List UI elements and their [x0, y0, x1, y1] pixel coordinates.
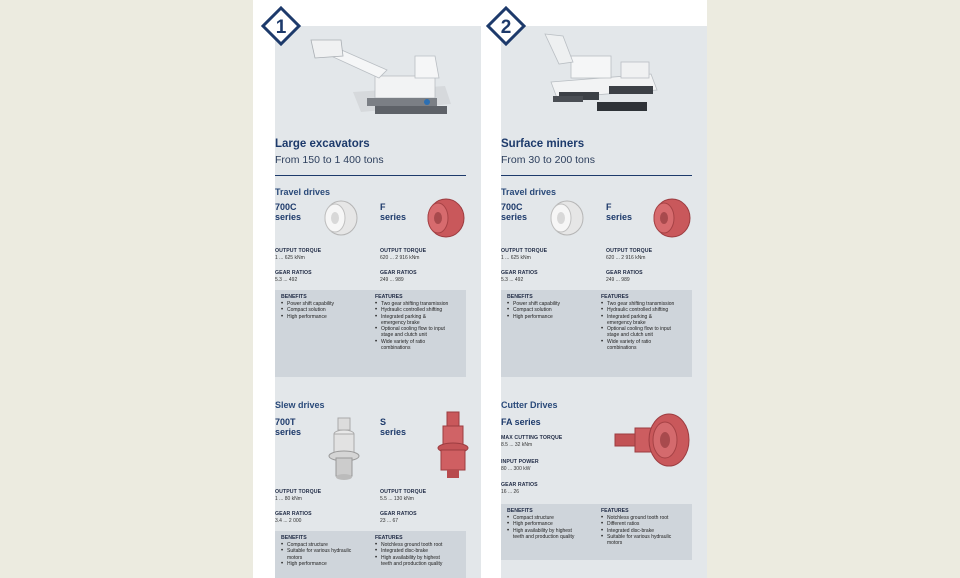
gear-700c-image — [541, 198, 587, 238]
benefits-features-box — [275, 531, 466, 578]
list-item: • Suitable for various hydraulic — [281, 548, 373, 554]
list-item: teeth and production quality — [381, 560, 443, 567]
badge-number: 1 — [275, 17, 287, 38]
benefits-list — [507, 515, 599, 540]
column-large-excavators — [275, 26, 481, 578]
list-item: • Wide variety of ratio — [601, 339, 691, 345]
series-name-s: S series — [380, 417, 407, 437]
gear-700c-image — [315, 198, 361, 238]
list-item: combinations — [381, 345, 411, 352]
badge-number: 2 — [500, 17, 512, 38]
list-item: • Two gear shifting transmission — [601, 301, 691, 307]
list-item: • Integrated disc-brake — [375, 548, 465, 554]
list-item: emergency brake — [607, 319, 646, 326]
spec-value: 8.5 ... 32 kNm — [501, 442, 533, 448]
benefits-heading: BENEFITS — [281, 535, 307, 541]
spec-value: 620 ... 2 916 kNm — [380, 255, 420, 261]
list-item: • Power shift capability — [281, 301, 373, 307]
gear-fa-image — [611, 408, 695, 470]
spec-value: 80 ... 300 kW — [501, 466, 531, 472]
spec-value: 16 ... 26 — [501, 489, 520, 495]
surface-miner-illustration — [501, 26, 707, 136]
features-list — [601, 301, 691, 351]
spec-label: OUTPUT TORQUE — [275, 489, 322, 495]
spec-label: OUTPUT TORQUE — [380, 248, 427, 254]
number-badge-2 — [486, 6, 526, 46]
list-item: teeth and production quality — [513, 533, 575, 540]
spec-label: GEAR RATIOS — [501, 482, 538, 488]
features-heading: FEATURES — [375, 535, 403, 541]
benefits-list — [507, 301, 599, 320]
features-list — [375, 542, 465, 567]
spec-label: GEAR RATIOS — [275, 511, 312, 517]
section-heading-slew-drives: Slew drives — [275, 400, 325, 410]
list-item: emergency brake — [381, 319, 420, 326]
series-name-f: F series — [606, 202, 633, 222]
divider — [275, 175, 466, 176]
list-item: • High performance — [281, 561, 373, 567]
features-heading: FEATURES — [601, 508, 629, 514]
list-item: • High availability by highest — [375, 555, 465, 561]
column-surface-miners — [501, 26, 707, 578]
list-item: • Different ratios — [601, 521, 691, 527]
list-item: • Optional cooling flow to input — [375, 326, 465, 332]
benefits-list — [281, 301, 373, 320]
series-name-700t: 700T series — [275, 417, 302, 437]
number-badge-1 — [261, 6, 301, 46]
column-subtitle: From 150 to 1 400 tons — [275, 154, 384, 166]
list-item: • Two gear shifting transmission — [375, 301, 465, 307]
series-name-700c: 700C series — [275, 202, 302, 222]
list-item: • Compact structure — [507, 515, 599, 521]
list-item: • Hydraulic controlled shifting — [375, 307, 465, 313]
list-item: • High performance — [281, 314, 373, 320]
list-item: • High performance — [507, 521, 599, 527]
benefits-features-box — [501, 290, 692, 377]
list-item: • Wide variety of ratio — [375, 339, 465, 345]
spec-label: GEAR RATIOS — [501, 270, 538, 276]
list-item: • Compact structure — [281, 542, 373, 548]
list-item: • Integrated disc-brake — [601, 528, 691, 534]
list-item: • Hydraulic controlled shifting — [601, 307, 691, 313]
benefits-heading: BENEFITS — [507, 508, 533, 514]
spec-value: 1 ... 625 kNm — [501, 255, 531, 261]
gear-700t-image — [327, 416, 361, 482]
spec-value: 5.5 ... 130 kNm — [380, 496, 414, 502]
list-item: • Notchless ground tooth root — [601, 515, 691, 521]
column-title: Large excavators — [275, 138, 370, 150]
spec-value: 3.4 ... 2 000 — [275, 518, 302, 524]
spec-value: 5.3 ... 492 — [275, 277, 298, 283]
spec-label: OUTPUT TORQUE — [380, 489, 427, 495]
spec-label: INPUT POWER — [501, 459, 539, 465]
list-item: • Integrated parking & — [601, 314, 691, 320]
spec-value: 620 ... 2 916 kNm — [606, 255, 646, 261]
features-heading: FEATURES — [601, 294, 629, 300]
section-heading-travel-drives: Travel drives — [275, 187, 331, 197]
list-item: • Power shift capability — [507, 301, 599, 307]
features-list — [601, 515, 691, 546]
list-item: stage and clutch unit — [607, 332, 653, 339]
benefits-features-box — [501, 504, 692, 560]
spec-value: 23 ... 67 — [380, 518, 399, 524]
list-item: • Suitable for various hydraulic — [601, 534, 691, 540]
spec-label: GEAR RATIOS — [275, 270, 312, 276]
list-item: • High performance — [507, 314, 599, 320]
list-item: stage and clutch unit — [381, 332, 427, 339]
list-item: • High availability by highest — [507, 528, 599, 534]
list-item: motors — [607, 540, 623, 547]
list-item: • Compact solution — [281, 307, 373, 313]
column-title: Surface miners — [501, 138, 585, 150]
spec-value: 5.3 ... 492 — [501, 277, 524, 283]
section-heading-travel-drives: Travel drives — [501, 187, 557, 197]
excavator-illustration — [275, 26, 481, 136]
list-item: motors — [287, 554, 303, 561]
benefits-heading: BENEFITS — [281, 294, 307, 300]
spec-value: 1 ... 80 kNm — [275, 496, 302, 502]
spec-value: 249 ... 989 — [606, 277, 630, 283]
gear-f-image — [644, 196, 694, 240]
spec-label: OUTPUT TORQUE — [275, 248, 322, 254]
gear-f-image — [418, 196, 468, 240]
list-item: • Notchless ground tooth root — [375, 542, 465, 548]
spec-label: GEAR RATIOS — [380, 270, 417, 276]
benefits-list — [281, 542, 373, 567]
list-item: combinations — [607, 345, 637, 352]
series-name-fa: FA series — [501, 417, 541, 427]
list-item: • Optional cooling flow to input — [601, 326, 691, 332]
divider — [501, 175, 692, 176]
list-item: • Integrated parking & — [375, 314, 465, 320]
benefits-heading: BENEFITS — [507, 294, 533, 300]
brochure-page — [253, 0, 707, 578]
list-item: • Compact solution — [507, 307, 599, 313]
features-list — [375, 301, 465, 351]
spec-value: 249 ... 989 — [380, 277, 404, 283]
series-name-f: F series — [380, 202, 407, 222]
spec-label: GEAR RATIOS — [380, 511, 417, 517]
gear-s-image — [435, 410, 471, 482]
section-heading-cutter-drives: Cutter Drives — [501, 400, 558, 410]
column-subtitle: From 30 to 200 tons — [501, 154, 595, 166]
benefits-features-box — [275, 290, 466, 377]
spec-label: MAX CUTTING TORQUE — [501, 435, 563, 441]
features-heading: FEATURES — [375, 294, 403, 300]
series-name-700c: 700C series — [501, 202, 528, 222]
spec-label: OUTPUT TORQUE — [606, 248, 653, 254]
spec-label: OUTPUT TORQUE — [501, 248, 548, 254]
spec-label: GEAR RATIOS — [606, 270, 643, 276]
spec-value: 1 ... 625 kNm — [275, 255, 305, 261]
